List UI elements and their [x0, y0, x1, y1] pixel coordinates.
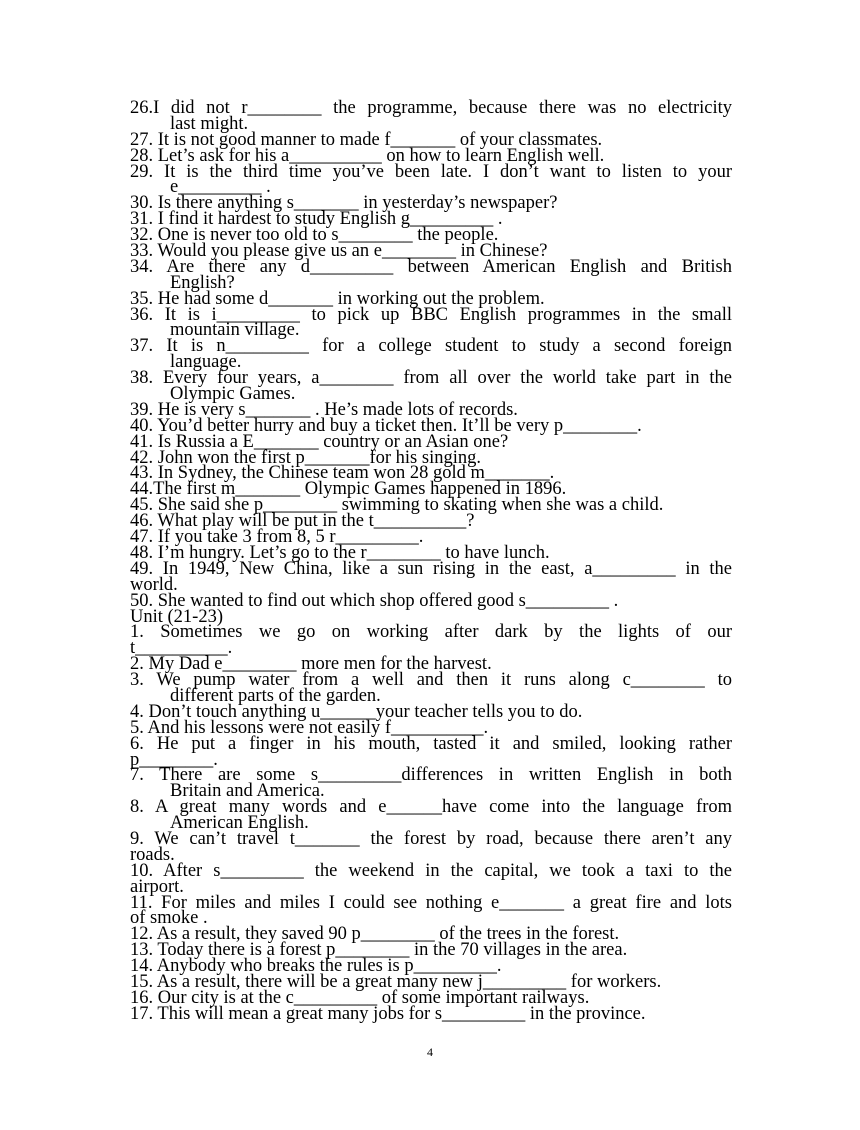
text-line: 40. You’d better hurry and buy a ticket then. It’ll be very p________.: [130, 415, 642, 436]
unit-heading: Unit (21-23): [130, 606, 223, 627]
text-line: mountain village.: [170, 320, 300, 341]
text-line: world.: [130, 574, 178, 595]
page-number: 4: [427, 1045, 433, 1059]
text-line: Britain and America.: [170, 781, 325, 802]
text-line: 2. My Dad e________ more men for the harvest.: [130, 654, 492, 675]
text-line: English?: [170, 272, 235, 293]
text-line: 44.The first m_______ Olympic Games happened in 1896.: [130, 479, 567, 500]
text-line: 3. We pump water from a well and then it runs along c________ to: [130, 670, 732, 691]
text-line: 1. Sometimes we go on working after dark by the lights of our: [130, 622, 732, 643]
text-line: 43. In Sydney, the Chinese team won 28 gold m_______.: [130, 463, 555, 484]
text-line: 42. John won the first p_______for his singing.: [130, 447, 481, 468]
text-line: 28. Let’s ask for his a__________ on how to learn English well.: [130, 145, 605, 166]
text-line: p________.: [130, 749, 218, 770]
text-line: Olympic Games.: [170, 384, 296, 405]
text-line: 17. This will mean a great many jobs for s_________ in the province.: [130, 1003, 646, 1024]
text-line: roads.: [130, 844, 175, 865]
text-line: 33. Would you please give us an e________ in Chinese?: [130, 241, 548, 262]
text-line: 47. If you take 3 from 8, 5 r_________.: [130, 527, 424, 548]
text-line: 5. And his lessons were not easily f__________.: [130, 717, 489, 738]
text-line: 9. We can’t travel t_______ the forest by road, because there aren’t any: [130, 828, 732, 849]
text-line: 31. I find it hardest to study English g_________ .: [130, 209, 503, 230]
text-line: 39. He is very s_______ . He’s made lots of records.: [130, 399, 518, 420]
text-line: 4. Don’t touch anything u______your teacher tells you to do.: [130, 701, 583, 722]
document-body: [130, 98, 732, 1024]
text-line: 10. After s_________ the weekend in the capital, we took a taxi to the: [130, 860, 732, 881]
text-line: 50. She wanted to find out which shop offered good s_________ .: [130, 590, 619, 611]
text-line: language.: [170, 352, 242, 373]
text-line: 14. Anybody who breaks the rules is p_________.: [130, 956, 502, 977]
text-line: 6. He put a finger in his mouth, tasted it and smiled, looking rather: [130, 733, 732, 754]
text-line: 12. As a result, they saved 90 p________ of the trees in the forest.: [130, 924, 620, 945]
text-line: 49. In 1949, New China, like a sun rising in the east, a_________ in the: [130, 558, 732, 579]
text-line: 29. It is the third time you’ve been late. I don’t want to listen to your: [130, 161, 732, 182]
text-line: 26.I did not r________ the programme, because there was no electricity: [130, 98, 732, 118]
text-line: 30. Is there anything s_______ in yesterday’s newspaper?: [130, 193, 558, 214]
text-line: 35. He had some d_______ in working out the problem.: [130, 288, 545, 309]
text-line: 41. Is Russia a E_______ country or an Asian one?: [130, 431, 509, 452]
text-line: 36. It is i_________ to pick up BBC English programmes in the small: [130, 304, 732, 325]
text-line: e_________ .: [170, 177, 271, 198]
text-line: American English.: [170, 813, 309, 834]
text-line: airport.: [130, 876, 184, 897]
text-line: 11. For miles and miles I could see nothing e_______ a great fire and lots: [130, 892, 732, 913]
text-line: 13. Today there is a forest p________ in the 70 villages in the area.: [130, 940, 628, 961]
text-line: 34. Are there any d_________ between American English and British: [130, 256, 732, 277]
text-line: 45. She said she p________ swimming to skating when she was a child.: [130, 495, 664, 516]
text-line: 46. What play will be put in the t__________?: [130, 511, 475, 532]
text-line: last might.: [170, 113, 249, 134]
text-line: t__________.: [130, 638, 233, 659]
text-line: 8. A great many words and e______have come into the language from: [130, 797, 732, 818]
text-line: 48. I’m hungry. Let’s go to the r________ to have lunch.: [130, 542, 550, 563]
text-line: 16. Our city is at the c_________ of some important railways.: [130, 987, 590, 1008]
text-line: 7. There are some s_________differences in written English in both: [130, 765, 732, 786]
text-line: of smoke .: [130, 908, 208, 929]
text-line: 37. It is n_________ for a college student to study a second foreign: [130, 336, 732, 357]
text-line: different parts of the garden.: [170, 685, 381, 706]
text-line: 27. It is not good manner to made f_______ of your classmates.: [130, 129, 603, 150]
text-line: 38. Every four years, a________ from all over the world take part in the: [130, 368, 732, 389]
text-line: 32. One is never too old to s________ the people.: [130, 225, 499, 246]
text-line: 15. As a result, there will be a great many new j_________ for workers.: [130, 971, 662, 992]
